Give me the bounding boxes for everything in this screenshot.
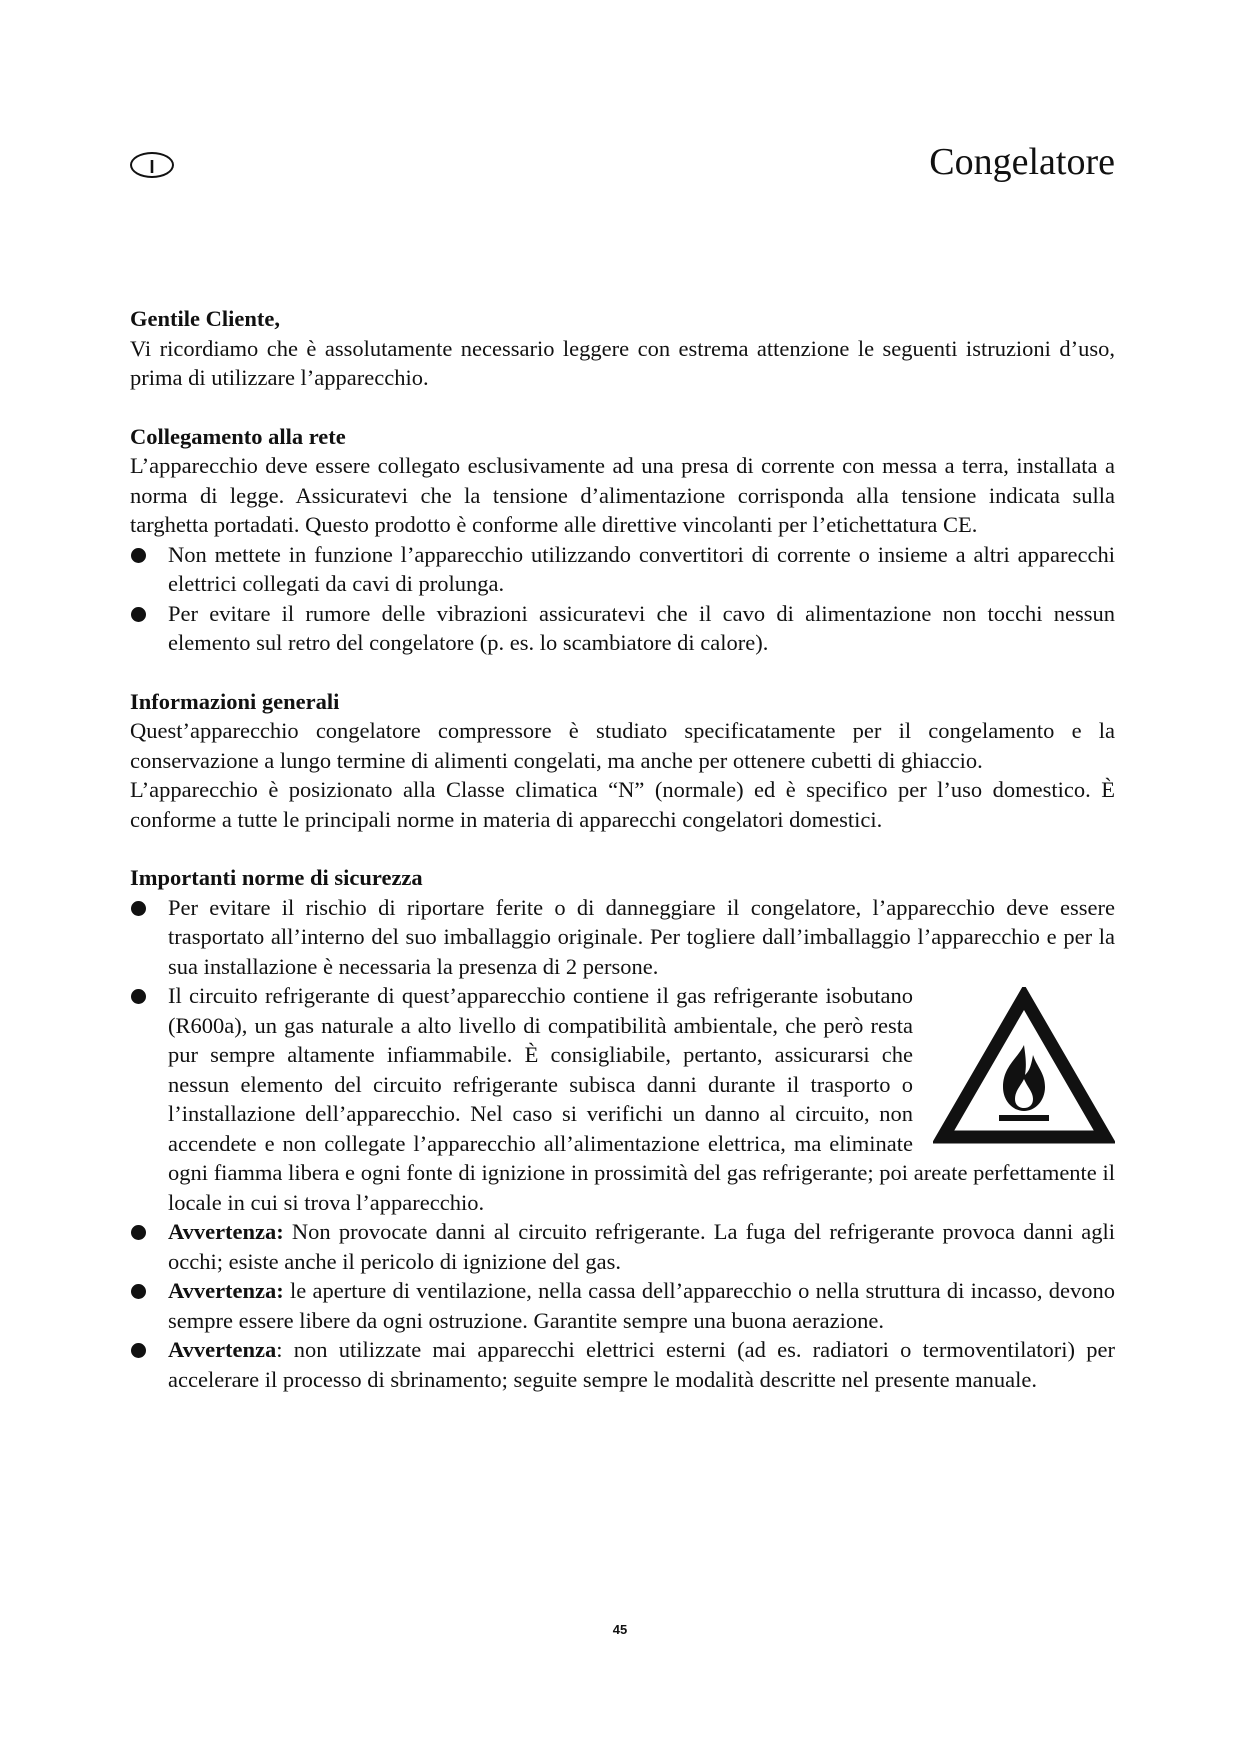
network-bullet-list: [130, 540, 1115, 658]
general-paragraph-2: L’apparecchio è posizionato alla Classe climatica “N” (normale) ed è specifico per l’uso domestico. È conforme a tutte le principali norme in materia di apparecchi congelatori domestici.: [130, 777, 1115, 832]
network-text: L’apparecchio deve essere collegato esclusivamente ad una presa di corrente con messa a terra, installata a norma di legge. Assicuratevi che la tensione d’alimentazione corrisponda alla tensione indicata sulla targhetta portadati. Questo prodotto è conforme alle direttive vincolanti per l’etichettatura CE.: [130, 453, 1115, 537]
list-item-warning: [130, 1335, 1115, 1394]
list-item-refrigerant: [130, 981, 1115, 1217]
page-title: Congelatore: [929, 141, 1115, 183]
intro-heading: Gentile Cliente,: [130, 306, 280, 331]
list-item-warning: [130, 1276, 1115, 1335]
intro-text: Vi ricordiamo che è assolutamente necessario leggere con estrema attenzione le seguenti istruzioni d’uso, prima di utilizzare l’apparecchio.: [130, 335, 1115, 390]
warning-text: : non utilizzate mai apparecchi elettrici esterni (ad es. radiatori o termoventilatori) per accelerare il processo di sbrinamento; seguite sempre le modalità descritte nel presente manuale.: [168, 1337, 1115, 1392]
refrigerant-text: Il circuito refrigerante di quest’apparecchio contiene il gas refrigerante isobutano (R600a), un gas naturale a alto livello di compatibilità ambientale, che però resta pur sempre altamente infiammabile. È consigliabile, pertanto, assicurarsi che nessun elemento del circuito refrigerante subisca danni durante il trasporto o l’installazione dell’apparecchio. Nel caso si verifichi un danno al circuito, non accendete e non collegate l’apparecchio all’alimentazione elettrica, ma eliminate ogni fiamma libera e ogni fonte di ignizione in prossimità del gas refrigerante; poi areate perfettamente il locale in cui si trova l’apparecchio.: [168, 983, 1115, 1215]
page-number: 45: [612, 1622, 628, 1637]
network-section: [130, 422, 1115, 658]
language-badge: I: [130, 152, 174, 178]
warning-label: Avvertenza:: [168, 1219, 284, 1244]
list-item-warning: [130, 1217, 1115, 1276]
list-item: Non mettete in funzione l’apparecchio utilizzando convertitori di corrente o insieme a altri apparecchi elettrici collegati da cavi di prolunga.: [130, 540, 1115, 599]
list-item: Per evitare il rischio di riportare ferite o di danneggiare il congelatore, l’apparecchio deve essere trasportato all’interno del suo imballaggio originale. Per togliere dall’imballaggio l’apparecchio e per la sua installazione è necessaria la presenza di 2 persone.: [130, 893, 1115, 982]
network-heading: Collegamento alla rete: [130, 423, 346, 449]
intro-section: [130, 304, 1115, 393]
flammable-warning-icon: [933, 987, 1115, 1147]
general-paragraph-1: Quest’apparecchio congelatore compressore è studiato specificatamente per il congelamento e la conservazione a lungo termine di alimenti congelati, ma anche per ottenere cubetti di ghiaccio.: [130, 718, 1115, 773]
list-item: Per evitare il rumore delle vibrazioni assicuratevi che il cavo di alimentazione non tocchi nessun elemento sul retro del congelatore (p. es. lo scambiatore di calore).: [130, 599, 1115, 658]
safety-section: [130, 863, 1115, 1394]
warning-text: Non provocate danni al circuito refrigerante. La fuga del refrigerante provoca danni agli occhi; esiste anche il pericolo di ignizione del gas.: [168, 1219, 1115, 1274]
safety-heading: Importanti norme di sicurezza: [130, 865, 423, 890]
warning-text: le aperture di ventilazione, nella cassa dell’apparecchio o nella struttura di incasso, devono sempre essere libere da ogni ostruzione. Garantite sempre una buona aerazione.: [168, 1278, 1115, 1333]
warning-label: Avvertenza: [168, 1337, 277, 1362]
document-body: [130, 304, 1115, 1423]
general-heading: Informazioni generali: [130, 688, 340, 714]
general-section: [130, 687, 1115, 835]
warning-label: Avvertenza:: [168, 1278, 284, 1303]
safety-bullet-list: [130, 893, 1115, 1395]
